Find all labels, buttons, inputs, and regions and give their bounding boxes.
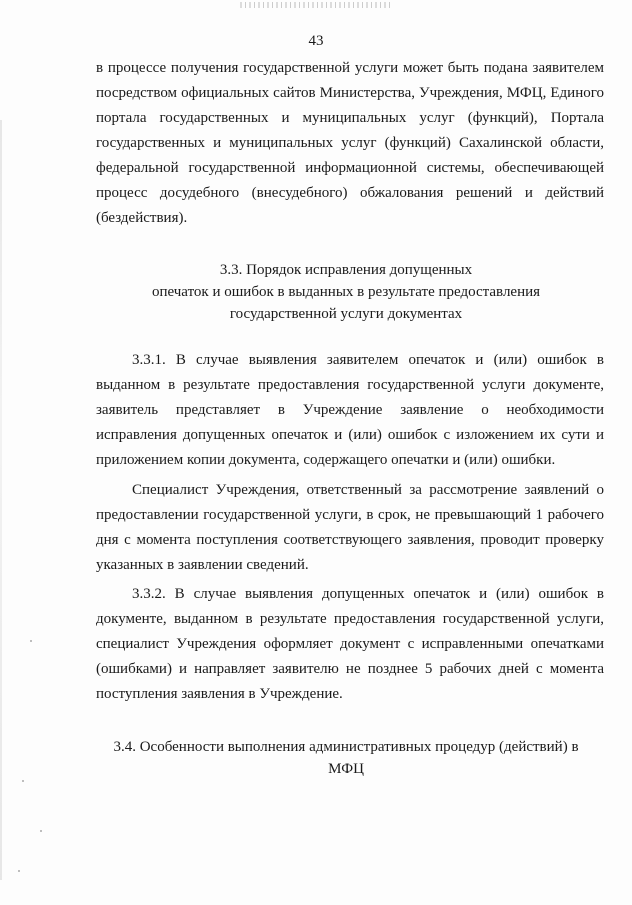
paragraph-3-3-2: 3.3.2. В случае выявления допущенных опечаток и (или) ошибок в документе, выданном в результате предоставления государственной услуги, специалист Учреждения оформляет документ с исправленными опечатками (ошибками) и направляет заявителю не позднее 5 рабочих дней с момента поступления заявления в Учреждение. xyxy=(96,586,604,702)
page-number: 43 xyxy=(308,33,324,49)
scan-speck xyxy=(22,780,24,782)
heading-line: МФЦ xyxy=(328,761,364,777)
paragraph-1: в процессе получения государственной услуги может быть подана заявителем посредством официальных сайтов Министерства, Учреждения, МФЦ, Единого портала государственных и муниципальных услуг (функций), Портала государственных и муниципальных услуг (функций) Сахалинской области, федеральной государственной информационной системы, обеспечивающей процесс досудебного (внесудебного) обжалования решений и действий (бездействия). xyxy=(96,60,604,226)
heading-line: 3.4. Особенности выполнения административных процедур (действий) в xyxy=(113,739,579,755)
scan-speck xyxy=(40,830,42,832)
scan-speck xyxy=(18,870,20,872)
heading-line: 3.3. Порядок исправления допущенных xyxy=(219,262,473,278)
scan-speck xyxy=(30,640,32,642)
scan-edge xyxy=(0,120,2,880)
section-heading-3-4 xyxy=(96,736,596,780)
heading-line: государственной услуги документах xyxy=(229,306,463,322)
paragraph-specialist: Специалист Учреждения, ответственный за рассмотрение заявлений о предоставлении государственной услуги, в срок, не превышающий 1 рабочего дня с момента поступления соответствующего заявления, проводит проверку указанных в заявлении сведений. xyxy=(96,482,604,573)
scan-artifact xyxy=(240,2,390,8)
heading-line: опечаток и ошибок в выданных в результате предоставления xyxy=(151,284,541,300)
section-heading-3-3 xyxy=(96,259,596,325)
paragraph-3-3-1: 3.3.1. В случае выявления заявителем опечаток и (или) ошибок в выданном в результате предоставления государственной услуги документе, заявитель представляет в Учреждение заявление о необходимости исправления допущенных опечаток и (или) ошибок с изложением их сути и приложением копии документа, содержащего опечатки и (или) ошибки. xyxy=(96,352,604,468)
